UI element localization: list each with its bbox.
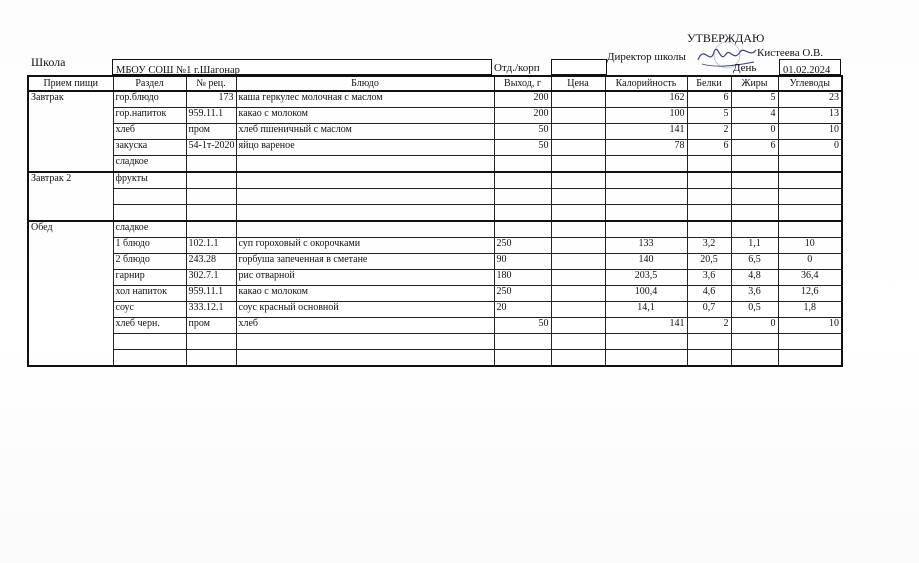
cell-carbs: 23 (778, 91, 842, 108)
cell-price (551, 221, 605, 238)
cell-protein: 0,7 (687, 302, 731, 318)
table-row (28, 286, 842, 302)
cell-recipe: 173 (186, 91, 236, 108)
cell-recipe: пром (186, 124, 236, 140)
cell-kcal (605, 156, 687, 173)
cell-kcal (605, 334, 687, 350)
cell-carbs (778, 189, 842, 205)
cell-protein: 4,6 (687, 286, 731, 302)
cell-kcal: 100 (605, 108, 687, 124)
cell-price (551, 318, 605, 334)
cell-carbs: 36,4 (778, 270, 842, 286)
cell-fat: 5 (731, 91, 778, 108)
cell-price (551, 270, 605, 286)
cell-price (551, 205, 605, 222)
cell-dish: яйцо вареное (236, 140, 494, 156)
cell-recipe (186, 205, 236, 222)
cell-dish: какао с молоком (236, 108, 494, 124)
cell-output: 200 (494, 108, 551, 124)
cell-price (551, 350, 605, 367)
cell-output: 200 (494, 91, 551, 108)
cell-carbs: 13 (778, 108, 842, 124)
cell-output: 50 (494, 124, 551, 140)
cell-output (494, 189, 551, 205)
cell-section (113, 334, 186, 350)
cell-price (551, 124, 605, 140)
table-row (28, 156, 842, 173)
cell-kcal: 78 (605, 140, 687, 156)
cell-recipe: пром (186, 318, 236, 334)
cell-fat: 0 (731, 318, 778, 334)
cell-dish (236, 189, 494, 205)
col-protein: Белки (687, 76, 731, 91)
cell-carbs: 0 (778, 254, 842, 270)
dept-label: Отд./корп (494, 62, 540, 74)
cell-section: хлеб (113, 124, 186, 140)
cell-carbs: 10 (778, 238, 842, 254)
table-row (28, 238, 842, 254)
cell-protein: 2 (687, 318, 731, 334)
cell-price (551, 156, 605, 173)
cell-kcal: 140 (605, 254, 687, 270)
col-recipe: № рец. (186, 76, 236, 91)
cell-carbs: 12,6 (778, 286, 842, 302)
cell-fat (731, 189, 778, 205)
col-section: Раздел (113, 76, 186, 91)
cell-fat: 4 (731, 108, 778, 124)
cell-price (551, 302, 605, 318)
cell-output (494, 350, 551, 367)
cell-carbs (778, 334, 842, 350)
date-field: 01.02.2024 (779, 59, 841, 75)
cell-dish: горбуша запеченная в сметане (236, 254, 494, 270)
cell-kcal: 203,5 (605, 270, 687, 286)
approve-label: УТВЕРЖДАЮ (687, 31, 765, 45)
table-row (28, 254, 842, 270)
cell-protein: 5 (687, 108, 731, 124)
col-dish: Блюдо (236, 76, 494, 91)
table-row (28, 108, 842, 124)
cell-recipe: 54-1т-2020 (186, 140, 236, 156)
table-row (28, 189, 842, 205)
cell-dish: хлеб пшеничный с маслом (236, 124, 494, 140)
cell-fat (731, 205, 778, 222)
cell-output: 250 (494, 286, 551, 302)
cell-recipe (186, 172, 236, 189)
cell-price (551, 254, 605, 270)
menu-table (27, 75, 843, 367)
table-row (28, 140, 842, 156)
cell-output: 90 (494, 254, 551, 270)
cell-section: фрукты (113, 172, 186, 189)
cell-section: сладкое (113, 221, 186, 238)
meal-breakfast: Завтрак (28, 91, 113, 172)
cell-protein: 3,2 (687, 238, 731, 254)
cell-section: 1 блюдо (113, 238, 186, 254)
col-kcal: Калорийность (605, 76, 687, 91)
cell-section: соус (113, 302, 186, 318)
cell-protein (687, 189, 731, 205)
cell-fat (731, 350, 778, 367)
cell-section: сладкое (113, 156, 186, 173)
cell-protein (687, 221, 731, 238)
cell-price (551, 172, 605, 189)
cell-output: 50 (494, 318, 551, 334)
cell-section: гарнир (113, 270, 186, 286)
cell-recipe: 959.11.1 (186, 108, 236, 124)
school-field: МБОУ СОШ №1 г.Шагонар (112, 59, 492, 75)
cell-dish: суп гороховый с окорочками (236, 238, 494, 254)
cell-recipe (186, 350, 236, 367)
cell-dish: какао с молоком (236, 286, 494, 302)
cell-output: 180 (494, 270, 551, 286)
cell-output (494, 334, 551, 350)
cell-output (494, 205, 551, 222)
cell-price (551, 286, 605, 302)
cell-dish (236, 205, 494, 222)
table-row (28, 91, 842, 108)
table-row (28, 302, 842, 318)
meal-breakfast-2: Завтрак 2 (28, 172, 113, 221)
cell-section (113, 350, 186, 367)
cell-protein: 2 (687, 124, 731, 140)
cell-carbs: 0 (778, 140, 842, 156)
cell-dish (236, 156, 494, 173)
cell-section: закуска (113, 140, 186, 156)
cell-fat (731, 334, 778, 350)
cell-fat: 4,8 (731, 270, 778, 286)
table-row (28, 205, 842, 222)
cell-fat: 6,5 (731, 254, 778, 270)
cell-kcal: 162 (605, 91, 687, 108)
cell-dish: соус красный основной (236, 302, 494, 318)
cell-protein: 6 (687, 140, 731, 156)
cell-section: гор.блюдо (113, 91, 186, 108)
cell-fat (731, 156, 778, 173)
cell-carbs (778, 205, 842, 222)
cell-kcal: 141 (605, 318, 687, 334)
cell-section: гор.напиток (113, 108, 186, 124)
cell-kcal (605, 205, 687, 222)
school-label: Школа (31, 55, 66, 69)
cell-protein: 20,5 (687, 254, 731, 270)
cell-fat: 6 (731, 140, 778, 156)
table-row (28, 172, 842, 189)
cell-section: хол напиток (113, 286, 186, 302)
cell-output (494, 156, 551, 173)
director-name: Кистеева О.В. (757, 47, 824, 59)
cell-fat: 0,5 (731, 302, 778, 318)
cell-kcal: 133 (605, 238, 687, 254)
cell-recipe: 102.1.1 (186, 238, 236, 254)
cell-dish: хлеб (236, 318, 494, 334)
col-fat: Жиры (731, 76, 778, 91)
cell-price (551, 91, 605, 108)
cell-kcal (605, 221, 687, 238)
cell-carbs (778, 156, 842, 173)
cell-dish (236, 221, 494, 238)
cell-carbs (778, 350, 842, 367)
cell-output (494, 221, 551, 238)
col-price: Цена (551, 76, 605, 91)
cell-dish (236, 334, 494, 350)
cell-output: 20 (494, 302, 551, 318)
cell-price (551, 238, 605, 254)
table-header (28, 76, 842, 91)
cell-output: 50 (494, 140, 551, 156)
cell-carbs: 10 (778, 318, 842, 334)
cell-fat: 1,1 (731, 238, 778, 254)
cell-carbs (778, 221, 842, 238)
cell-dish (236, 350, 494, 367)
cell-protein (687, 350, 731, 367)
day-label: День (733, 62, 757, 74)
cell-dish (236, 172, 494, 189)
cell-fat: 0 (731, 124, 778, 140)
meal-lunch: Обед (28, 221, 113, 366)
cell-recipe (186, 221, 236, 238)
cell-carbs (778, 172, 842, 189)
table-row (28, 221, 842, 238)
cell-fat: 3,6 (731, 286, 778, 302)
cell-dish: каша геркулес молочная с маслом (236, 91, 494, 108)
col-meal: Прием пищи (28, 76, 113, 91)
cell-recipe: 302.7.1 (186, 270, 236, 286)
cell-kcal: 14,1 (605, 302, 687, 318)
cell-kcal (605, 189, 687, 205)
cell-fat (731, 172, 778, 189)
col-output: Выход, г (494, 76, 551, 91)
cell-kcal (605, 172, 687, 189)
cell-recipe: 333.12.1 (186, 302, 236, 318)
cell-price (551, 189, 605, 205)
cell-carbs: 1,8 (778, 302, 842, 318)
dept-field (551, 59, 607, 75)
cell-section (113, 189, 186, 205)
cell-protein: 3,6 (687, 270, 731, 286)
cell-fat (731, 221, 778, 238)
table-row (28, 124, 842, 140)
table-row (28, 334, 842, 350)
cell-carbs: 10 (778, 124, 842, 140)
director-label: Директор школы (607, 51, 686, 63)
cell-price (551, 334, 605, 350)
cell-recipe (186, 334, 236, 350)
cell-output: 250 (494, 238, 551, 254)
cell-recipe (186, 156, 236, 173)
cell-price (551, 108, 605, 124)
cell-protein (687, 172, 731, 189)
cell-protein (687, 334, 731, 350)
table-row (28, 270, 842, 286)
table-row (28, 350, 842, 367)
cell-protein (687, 205, 731, 222)
cell-kcal (605, 350, 687, 367)
cell-protein (687, 156, 731, 173)
table-row (28, 318, 842, 334)
cell-section: хлеб черн. (113, 318, 186, 334)
cell-dish: рис отварной (236, 270, 494, 286)
cell-output (494, 172, 551, 189)
cell-kcal: 100,4 (605, 286, 687, 302)
cell-section: 2 блюдо (113, 254, 186, 270)
cell-kcal: 141 (605, 124, 687, 140)
cell-recipe (186, 189, 236, 205)
cell-protein: 6 (687, 91, 731, 108)
cell-section (113, 205, 186, 222)
cell-recipe: 959.11.1 (186, 286, 236, 302)
cell-price (551, 140, 605, 156)
cell-recipe: 243.28 (186, 254, 236, 270)
col-carbs: Углеводы (778, 76, 842, 91)
